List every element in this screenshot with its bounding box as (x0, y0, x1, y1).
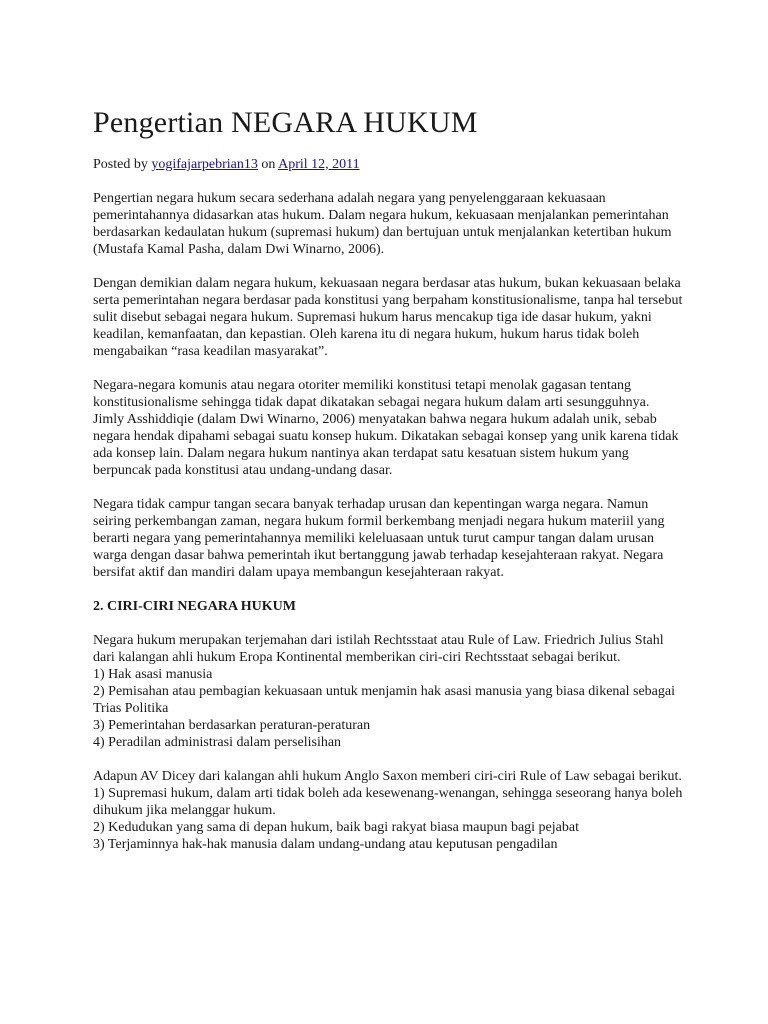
on-label: on (261, 157, 276, 172)
list-item: 2) Pemisahan atau pembagian kekuasaan untuk menjamin hak asasi manusia yang biasa dikenal sebagai Trias Politika (93, 684, 675, 716)
paragraph-stahl-intro: Negara hukum merupakan terjemahan dari istilah Rechtsstaat atau Rule of Law. Friedrich Julius Stahl dari kalangan ahli hukum Eropa Kontinental memberikan ciri-ciri Rechtsstaat sebagai berikut. (93, 633, 664, 665)
document-page (93, 106, 683, 853)
list-item: 1) Supremasi hukum, dalam arti tidak boleh ada kesewenang-wenangan, sehingga seseorang hanya boleh dihukum jika melanggar hukum. (93, 786, 683, 818)
byline (93, 156, 683, 173)
paragraph-communist-states: Negara-negara komunis atau negara otoriter memiliki konstitusi tetapi menolak gagasan tentang konstitusionalisme sehingga tidak dapat dikatakan sebagai negara hukum dalam arti sesungguhnya. Jimly Asshiddiqie (dalam Dwi Winarno, 2006) menyatakan bahwa negara hukum adalah unik, sebab negara hendak dipahami sebagai suatu konsep hukum. Dikatakan sebagai konsep yang unik karena tidak ada konsep lain. Dalam negara hukum nantinya akan terdapat satu kesatuan sistem hukum yang berpuncak pada konstitusi atau undang-undang dasar. (93, 378, 679, 478)
paragraph-definition: Pengertian negara hukum secara sederhana adalah negara yang penyelenggaraan kekuasaan pemerintahannya didasarkan atas hukum. Dalam negara hukum, kekuasaan menjalankan pemerintahan berdasarkan kedaulatan hukum (supremasi hukum) dan bertujuan untuk menjalankan ketertiban hukum (Mustafa Kamal Pasha, dalam Dwi Winarno, 2006). (93, 191, 672, 257)
list-item: 4) Peradilan administrasi dalam perselisihan (93, 735, 342, 750)
page-title: Pengertian NEGARA HUKUM (93, 106, 478, 139)
list-item: 1) Hak asasi manusia (93, 667, 213, 682)
paragraph-dicey-intro: Adapun AV Dicey dari kalangan ahli hukum Anglo Saxon memberi ciri-ciri Rule of Law sebagai berikut. (93, 769, 682, 784)
author-link[interactable]: yogifajarpebrian13 (151, 157, 258, 172)
list-item: 3) Pemerintahan berdasarkan peraturan-peraturan (93, 718, 371, 733)
section-heading: 2. CIRI-CIRI NEGARA HUKUM (93, 599, 297, 614)
posted-by-label: Posted by (93, 157, 148, 172)
dicey-list (93, 785, 683, 853)
date-link[interactable]: April 12, 2011 (278, 157, 360, 172)
stahl-list (93, 666, 683, 751)
paragraph-material-state: Negara tidak campur tangan secara banyak terhadap urusan dan kepentingan warga negara. Namun seiring perkembangan zaman, negara hukum formil berkembang menjadi negara hukum materiil yang berarti negara yang pemerintahannya memiliki keleluasaan untuk turut campur tangan dalam urusan warga dengan dasar bahwa pemerintah ikut bertanggung jawab terhadap kesejahteraan rakyat. Negara bersifat aktif dan mandiri dalam upaya membangun kesejahteraan rakyat. (93, 497, 665, 580)
list-item: 2) Kedudukan yang sama di depan hukum, baik bagi rakyat biasa maupun bagi pejabat (93, 820, 579, 835)
list-item: 3) Terjaminnya hak-hak manusia dalam undang-undang atau keputusan pengadilan (93, 837, 558, 852)
paragraph-supremacy: Dengan demikian dalam negara hukum, kekuasaan negara berdasar atas hukum, bukan kekuasaan belaka serta pemerintahan negara berdasar pada konstitusi yang berpaham konstitusionalisme, tanpa hal tersebut sulit disebut sebagai negara hukum. Supremasi hukum harus mencakup tiga ide dasar hukum, yakni keadilan, kemanfaatan, dan kepastian. Oleh karena itu di negara hukum, hukum harus tidak boleh mengabaikan “rasa keadilan masyarakat”. (93, 276, 683, 359)
